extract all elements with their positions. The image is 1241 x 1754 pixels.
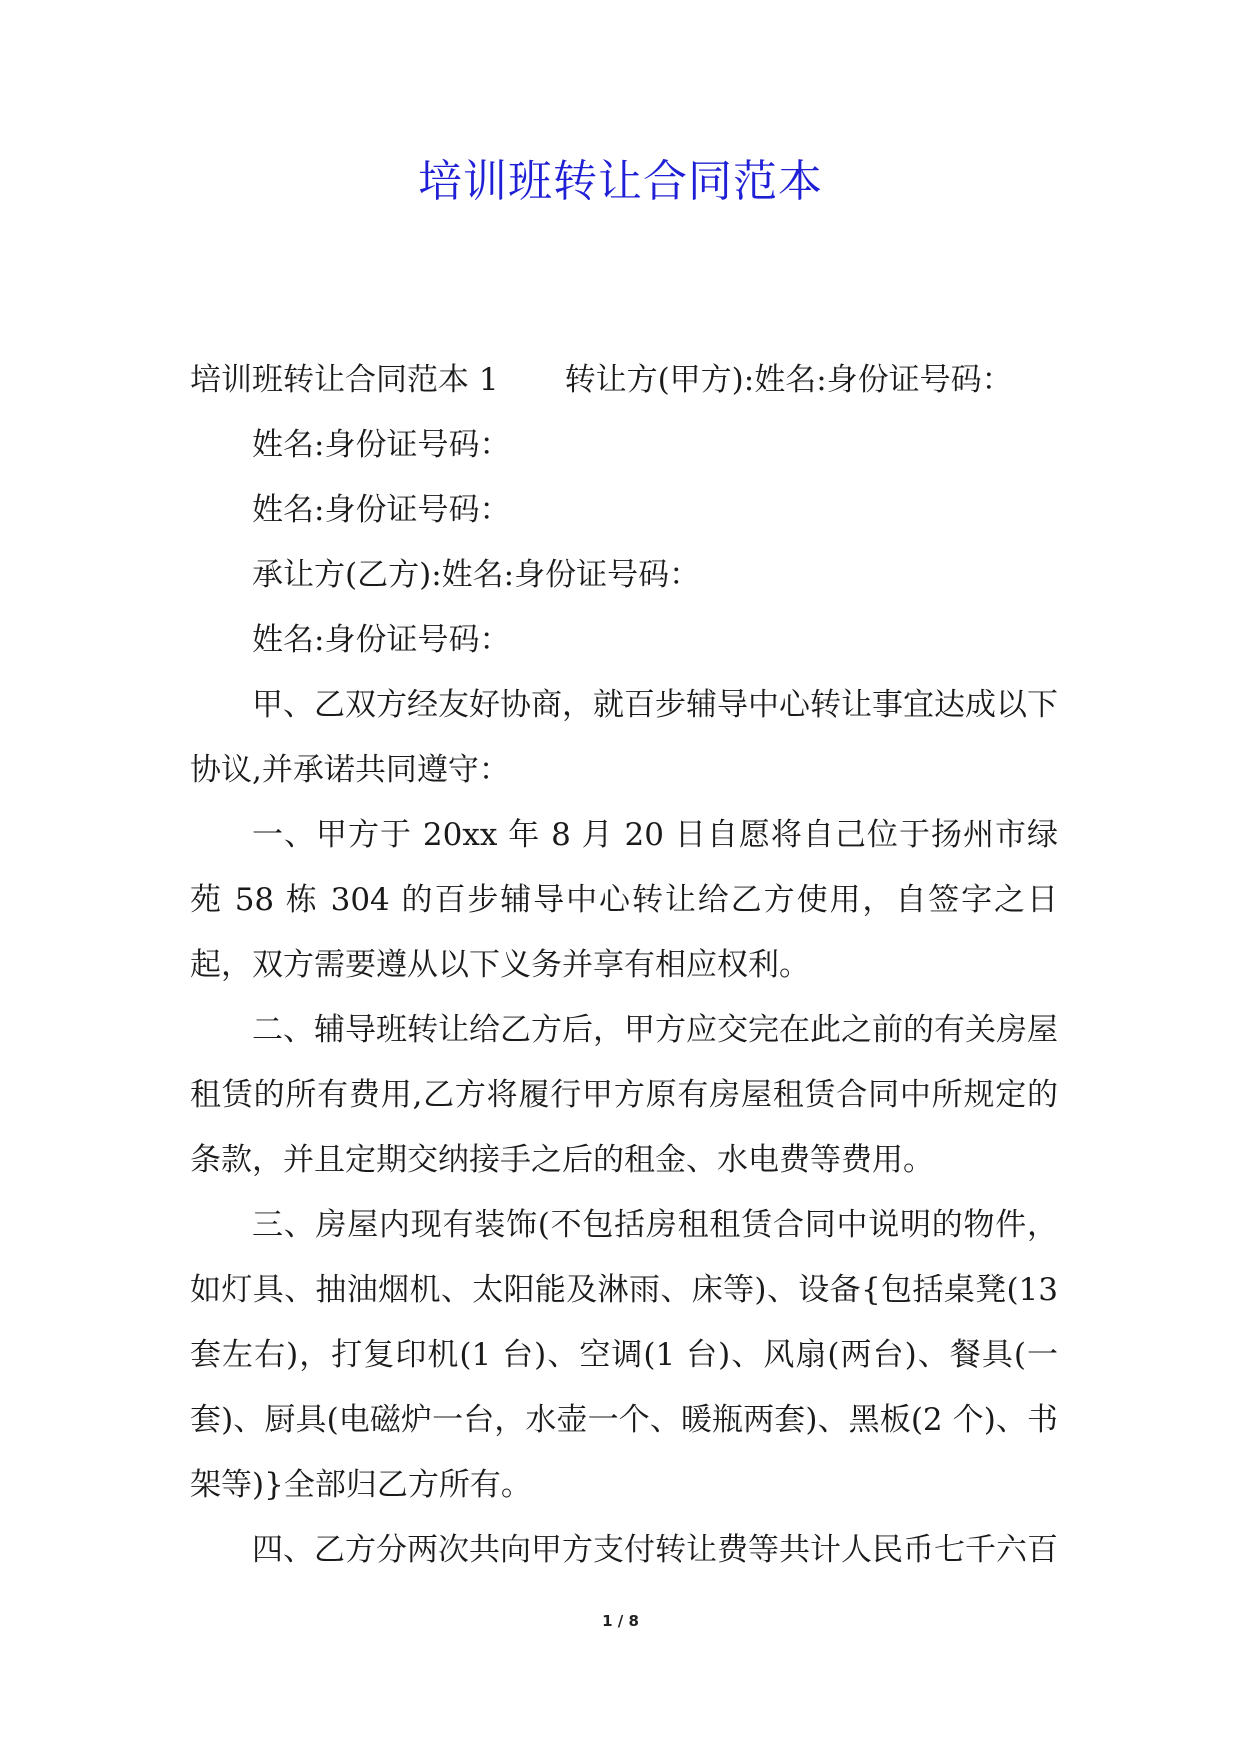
page-number: 1 / 8 [602,1612,639,1630]
paragraph: 姓名:身份证号码： [252,622,511,658]
paragraph: 姓名:身份证号码： [252,427,511,463]
paragraph: 三、房屋内现有装饰(不包括房租租赁合同中说明的物件，如灯具、抽油烟机、太阳能及淋雨、床等)、设备{包括桌凳(13 套左右)，打复印机(1 台)、空调(1 台)、风扇(两台)、餐具(一套)、厨具(电磁炉一台，水壶一个、暖瓶两套)、黑板(2 个)、书架等)}全部归乙方所有。 [190,1207,1058,1503]
paragraph: 一、甲方于 20xx 年 8 月 20 日自愿将自己位于扬州市绿苑 58 栋 304 的百步辅导中心转让给乙方使用，自签字之日起，双方需要遵从以下义务并享有相应权利。 [190,817,1058,983]
heading-line [190,348,1058,413]
paragraph: 四、乙方分两次共向甲方支付转让费等共计人民币七千六百 [252,1532,1058,1568]
paragraph: 甲、乙双方经友好协商，就百步辅导中心转让事宜达成以下协议,并承诺共同遵守： [190,687,1058,788]
contract-heading: 培训班转让合同范本 1 [190,362,499,398]
paragraph: 二、辅导班转让给乙方后，甲方应交完在此之前的有关房屋租赁的所有费用,乙方将履行甲方原有房屋租赁合同中所规定的条款，并且定期交纳接手之后的租金、水电费等费用。 [190,1012,1058,1178]
document-body [190,348,1058,1583]
transferor-line: 转让方(甲方):姓名:身份证号码： [564,362,1013,398]
paragraph: 姓名:身份证号码： [252,492,511,528]
document-title: 培训班转让合同范本 [418,156,823,207]
paragraph: 承让方(乙方):姓名:身份证号码： [252,557,701,593]
